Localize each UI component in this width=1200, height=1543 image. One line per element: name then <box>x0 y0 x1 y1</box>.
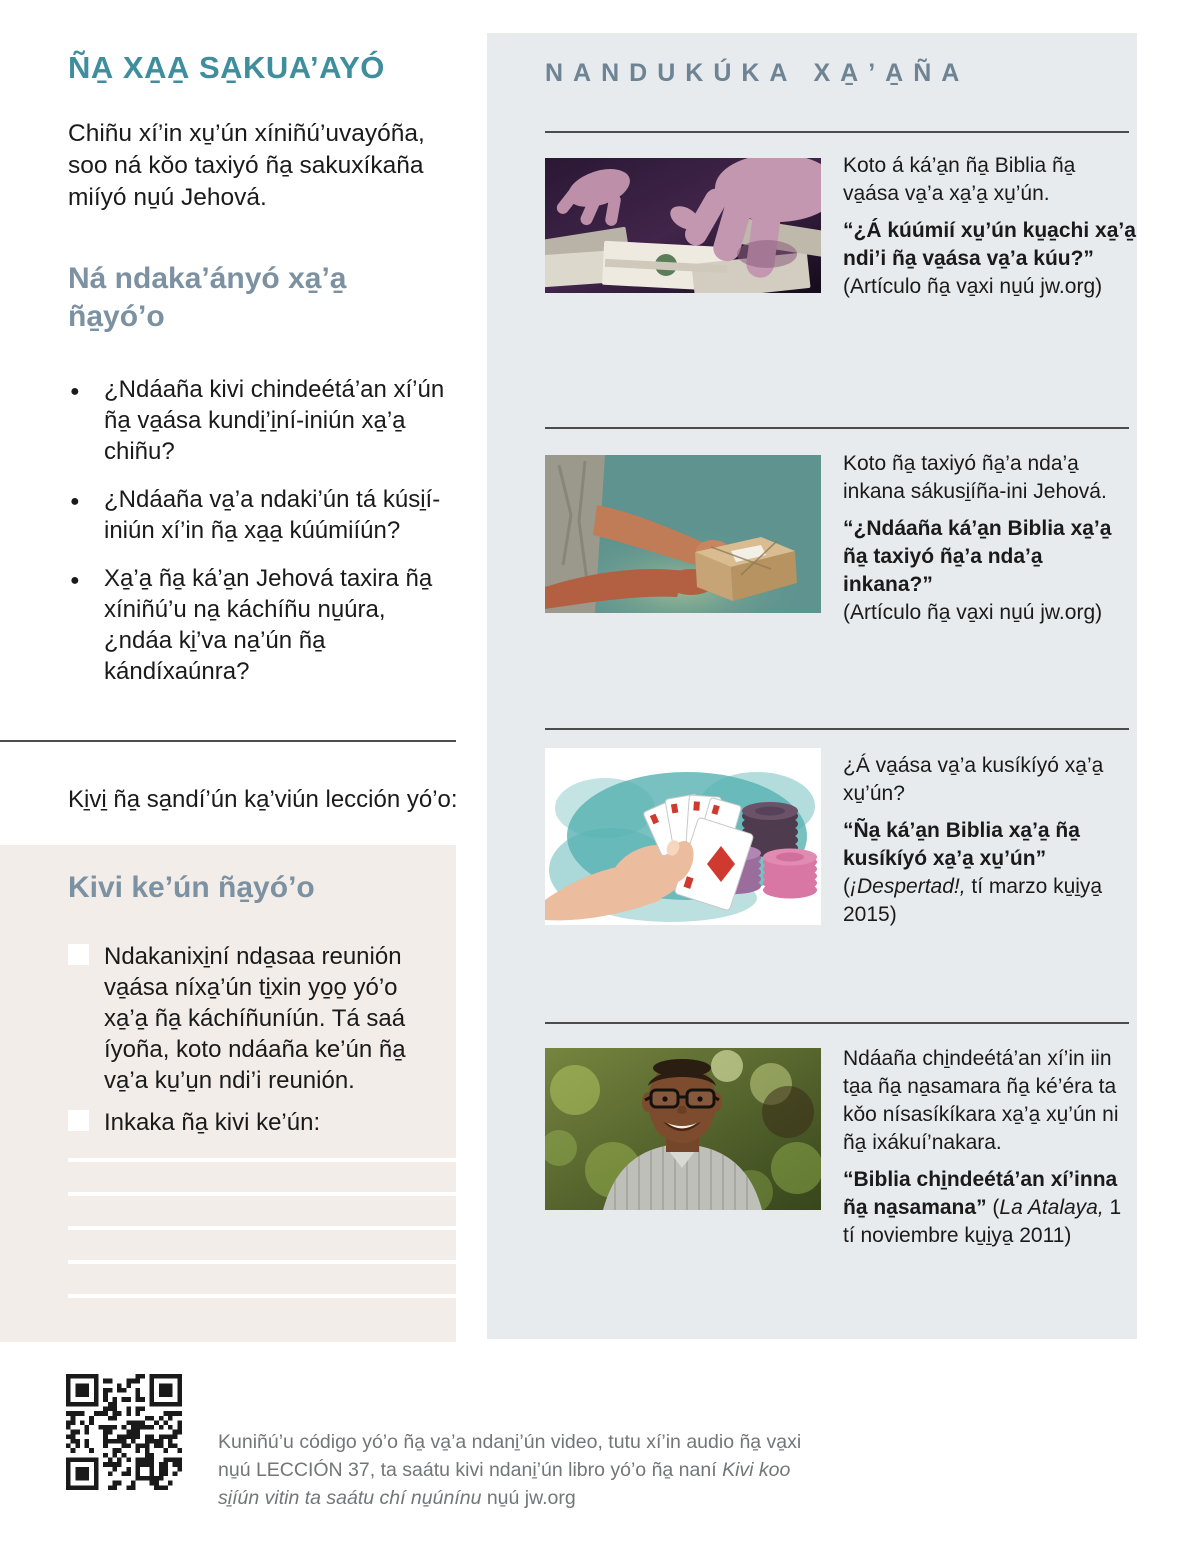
entry-quote-with-source: “Biblia chi̱ndeétá’an xí’inna ña̱ na̱samana” (La Atalaya, 1 tí noviembre ku̱i̱ya̱ 2011) <box>843 1168 1122 1247</box>
goal-box <box>0 845 456 1342</box>
entry-lead: Koto á ká’a̱n ña̱ Biblia ña̱ va̱ása va̱’a xa̱’a̱ xu̱’ún. <box>843 154 1076 205</box>
writing-line <box>68 1294 456 1298</box>
entry-text <box>843 450 1137 627</box>
divider <box>0 740 456 742</box>
divider <box>545 427 1129 429</box>
divider <box>545 728 1129 730</box>
page-title: ÑA̱ XA̱A̱ SA̱KUA’AYÓ <box>68 50 385 85</box>
discussion-question: ● Xa̱’a̱ ña̱ ká’a̱n Jehová taxira ña̱ xíniñú’u na̱ káchíñu nu̱úra, ¿ndáa ki̱’va na̱’ún ña̱ kándíxaúnra? <box>68 563 460 687</box>
intro-paragraph: Chiñu xí’in xu̱’ún xíniñú’uvayóña, soo ná kǒo taxiyó ña̱ sakuxíkaña miíyó nu̱ú Jehová. <box>68 120 425 211</box>
man-portrait-illustration <box>545 1048 821 1210</box>
goal-item-text: Inkaka ña̱ kivi ke’ún: <box>104 1109 321 1136</box>
entry-quote: “¿Á kúúmií xu̱’ún ku̱a̱chi xa̱’a̱ ndi’i ña̱ va̱ása va̱’a kúu?” <box>843 219 1136 270</box>
entry-text <box>843 1045 1137 1250</box>
divider <box>545 131 1129 133</box>
money-hands-illustration <box>545 158 821 293</box>
checkbox-icon <box>68 944 89 965</box>
publication-name: La Atalaya, <box>999 1196 1104 1219</box>
discussion-questions <box>68 374 460 687</box>
goal-item-text: Ndakanixi̱ní nda̱saa reunión va̱ása níxa̱’ún ti̱xin yo̱o̱ yó’o xa̱’a̱ ña̱ káchíñuníún. Tá saá íyoña, koto ndáaña ke’ún ña̱ va̱’a ku̱’u̱n ndi’i reunión. <box>104 943 406 1094</box>
writing-line <box>68 1226 456 1230</box>
entry-lead: Koto ña̱ taxiyó ña̱’a nda’a̱ inkana sákusi̱íña-ini Jehová. <box>843 452 1107 503</box>
entry-source: (Artículo ña̱ va̱xi nu̱ú jw.org) <box>843 275 1103 298</box>
goal-item <box>68 941 420 1096</box>
qr-code <box>66 1374 182 1490</box>
discussion-question: ● ¿Ndáaña va̱’a ndaki’ún tá kúsi̱í-iniún xí’in ña̱ xa̱a̱ kúúmiíún? <box>68 484 460 546</box>
divider <box>545 1022 1129 1024</box>
entry-text <box>843 752 1137 929</box>
goal-item <box>68 1107 420 1138</box>
find-out-more-panel <box>487 33 1137 1339</box>
goal-box-title: Kivi ke’ún ña̱yó’o <box>68 871 315 904</box>
completion-line: Ki̱vi̱ ña̱ sa̱ndí’ún ka̱’viún lección yó’o: <box>68 786 458 813</box>
entry-text <box>843 152 1137 301</box>
entry-quote: “¿Ndáaña ká’a̱n Biblia xa̱’a̱ ña̱ taxiyó ña̱’a nda’a̱ inkana?” <box>843 517 1112 596</box>
entry-source: (¡Despertad!, tí marzo ku̱i̱ya̱ 2015) <box>843 875 1103 926</box>
cards-chips-illustration <box>545 748 821 925</box>
checkbox-icon <box>68 1110 89 1131</box>
giving-package-illustration <box>545 455 821 613</box>
money-hands-photo <box>545 158 821 293</box>
writing-line <box>68 1192 456 1196</box>
footer-note: Kuniñú’u código yó’o ña̱ va̱’a ndani̱’ún video, tutu xí’in audio ña̱ va̱xi nu̱ú LECCIÓN 37, ta saátu kivi ndani̱’ún libro yó’o ña̱ naní Kivi koo si̱íún vitin ta saátu chí nu̱únínu nu̱ú jw.org <box>218 1430 802 1509</box>
entry-lead: ¿Á va̱ása va̱’a kusíkíyó xa̱’a̱ xu̱’ún? <box>843 754 1104 805</box>
package-illustration <box>545 455 821 613</box>
entry-quote: “Biblia chi̱ndeétá’an xí’inna ña̱ na̱samana” <box>843 1168 1118 1219</box>
panel-title: NANDUKÚKA XA̱’A̱ÑA <box>545 59 970 87</box>
writing-line <box>68 1158 456 1162</box>
left-column <box>68 50 460 704</box>
writing-line <box>68 1260 456 1264</box>
smiling-man-photo <box>545 1048 821 1210</box>
entry-lead: Ndáaña chi̱ndeétá’an xí’in iin ta̱a ña̱ na̱samara ña̱ ké’éra ta kǒo nísasíkíkara xa̱’a̱ xu̱’ún ni ña̱ ixákuí’nakara. <box>843 1047 1119 1154</box>
book-title: Kivi koo si̱íún vitin ta saátu chí nu̱únínu <box>218 1458 791 1509</box>
discussion-title: Ná ndaka’ányó xa̱’a̱ ña̱yó’o <box>68 262 347 333</box>
qr-code-image <box>66 1374 182 1490</box>
entry-quote: “Ña̱ ká’a̱n Biblia xa̱’a̱ ña̱ kusíkíyó xa̱’a̱ xu̱’ún” <box>843 819 1080 870</box>
entry-source: (Artículo ña̱ va̱xi nu̱ú jw.org) <box>843 601 1103 624</box>
playing-cards-illustration <box>545 748 821 925</box>
discussion-question: ● ¿Ndáaña kivi chindeétá’an xí’ún ña̱ va̱ása kundi̱’i̱ní-iniún xa̱’a̱ chiñu? <box>68 374 460 467</box>
publication-name: ¡Despertad!, <box>850 875 966 898</box>
